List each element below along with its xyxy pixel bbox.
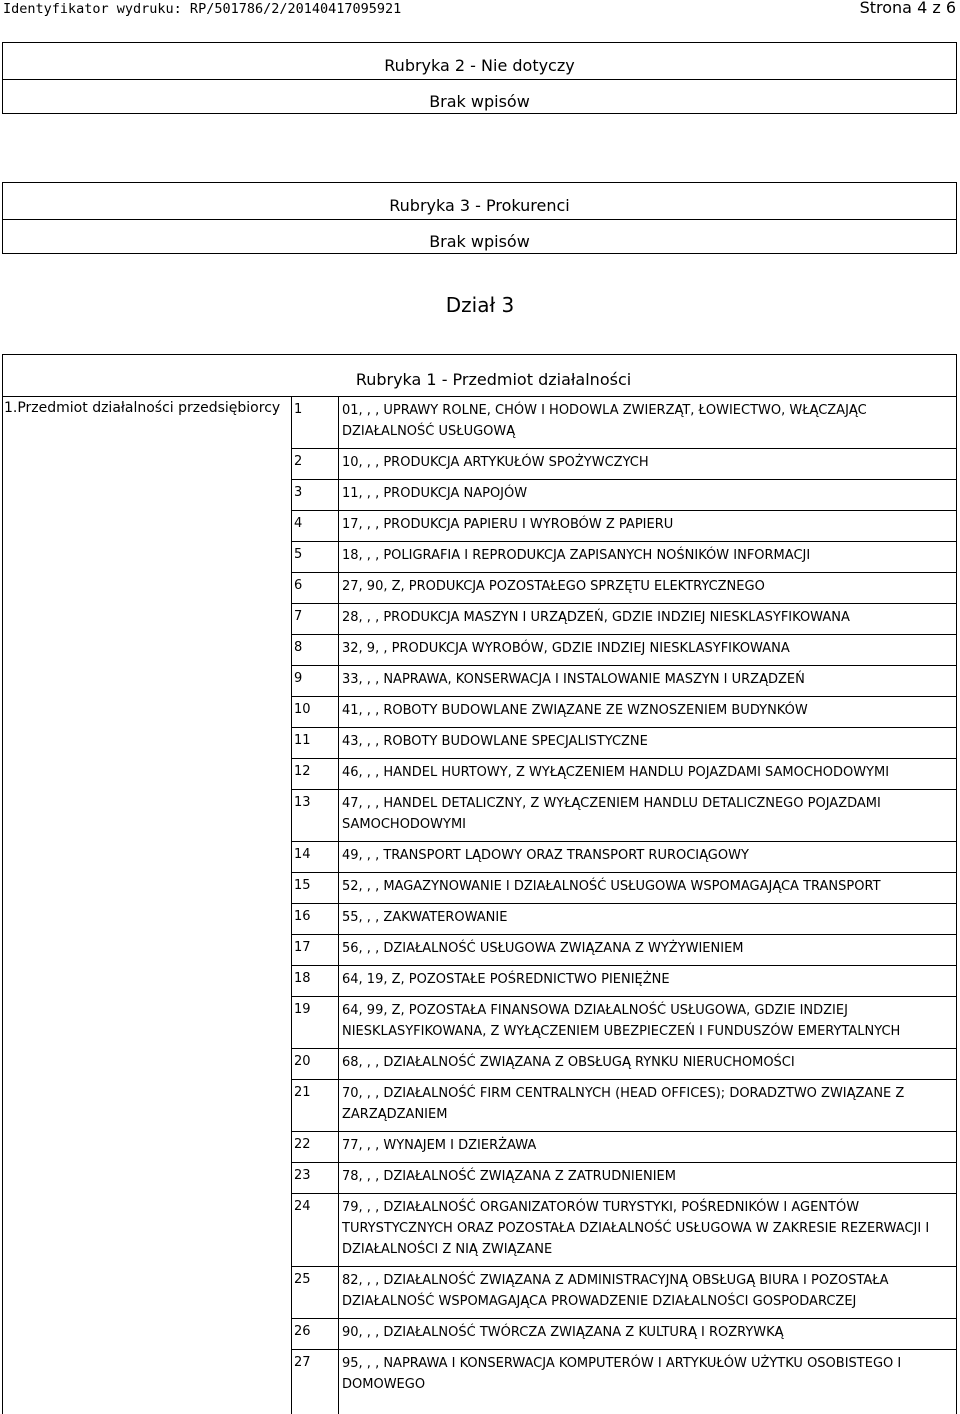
item-text: 33, , , NAPRAWA, KONSERWACJA I INSTALOWANIE MASZYN I URZĄDZEŃ (342, 672, 805, 687)
list-item (291, 603, 956, 634)
list-item (291, 903, 956, 934)
row-divider (291, 1349, 956, 1350)
list-item (291, 448, 956, 479)
row-divider (291, 479, 956, 480)
item-number: 10 (294, 702, 311, 717)
item-text: 32, 9, , PRODUKCJA WYROBÓW, GDZIE INDZIEJ NIESKLASYFIKOWANA (342, 641, 790, 656)
item-text: 79, , , DZIAŁALNOŚĆ ORGANIZATORÓW TURYSTYKI, POŚREDNIKÓW I AGENTÓW TURYSTYCZNYCH ORAZ POZOSTAŁA DZIAŁALNOŚĆ USŁUGOWA W ZAKRESIE REZERWACJI I DZIAŁALNOŚCI Z NIĄ ZWIĄZANE (342, 1200, 930, 1257)
item-number: 7 (294, 609, 303, 624)
list-item (291, 965, 956, 996)
list-item (291, 934, 956, 965)
item-number: 12 (294, 764, 311, 779)
row-divider (291, 872, 956, 873)
list-item (291, 1193, 956, 1266)
item-text: 90, , , DZIAŁALNOŚĆ TWÓRCZA ZWIĄZANA Z KULTURĄ I ROZRYWKĄ (342, 1325, 784, 1340)
item-number: 15 (294, 878, 311, 893)
row-divider (291, 841, 956, 842)
page-number: Strona 4 z 6 (859, 0, 956, 17)
item-number: 24 (294, 1199, 311, 1214)
item-text: 77, , , WYNAJEM I DZIERŻAWA (342, 1138, 537, 1153)
rubryka-3-value: Brak wpisów (429, 232, 530, 251)
divider (3, 79, 956, 80)
row-divider (291, 727, 956, 728)
rubryka-3-title: Rubryka 3 - Prokurenci (389, 196, 570, 215)
list-item (291, 541, 956, 572)
list-item (291, 841, 956, 872)
row-divider (291, 1266, 956, 1267)
rubryka-2-box (2, 42, 957, 114)
activity-list (291, 396, 956, 1414)
item-text: 82, , , DZIAŁALNOŚĆ ZWIĄZANA Z ADMINISTRACYJNĄ OBSŁUGĄ BIURA I POZOSTAŁA DZIAŁALNOŚĆ WSPOMAGAJĄCA PROWADZENIE DZIAŁALNOŚCI GOSPODARCZEJ (342, 1273, 889, 1309)
list-item (291, 634, 956, 665)
item-number: 8 (294, 640, 303, 655)
item-number: 17 (294, 940, 311, 955)
item-number: 2 (294, 454, 303, 469)
row-divider (291, 1079, 956, 1080)
row-divider (291, 572, 956, 573)
row-divider (291, 448, 956, 449)
row-divider (291, 1193, 956, 1194)
item-number: 27 (294, 1355, 311, 1370)
row-divider (291, 1131, 956, 1132)
row-divider (291, 603, 956, 604)
row-divider (291, 996, 956, 997)
rubryka-1-box (2, 354, 957, 1414)
item-number: 16 (294, 909, 311, 924)
rubryka-3-box (2, 182, 957, 254)
item-number: 5 (294, 547, 303, 562)
list-item (291, 727, 956, 758)
list-item (291, 1048, 956, 1079)
list-item (291, 1079, 956, 1131)
item-text: 55, , , ZAKWATEROWANIE (342, 910, 508, 925)
item-text: 41, , , ROBOTY BUDOWLANE ZWIĄZANE ZE WZNOSZENIEM BUDYNKÓW (342, 703, 808, 718)
list-item (291, 872, 956, 903)
list-item (291, 789, 956, 841)
item-number: 3 (294, 485, 303, 500)
print-identifier: Identyfikator wydruku: RP/501786/2/20140417095921 (3, 1, 402, 17)
list-item (291, 510, 956, 541)
column-divider (338, 396, 339, 1414)
item-number: 25 (294, 1272, 311, 1287)
item-number: 6 (294, 578, 303, 593)
item-text: 47, , , HANDEL DETALICZNY, Z WYŁĄCZENIEM HANDLU DETALICZNEGO POJAZDAMI SAMOCHODOWYMI (342, 796, 881, 832)
rubryka-1-title-wrap (3, 370, 956, 390)
item-number: 9 (294, 671, 303, 686)
row-divider (291, 665, 956, 666)
row-divider (291, 1162, 956, 1163)
item-text: 64, 19, Z, POZOSTAŁE POŚREDNICTWO PIENIĘŻNE (342, 972, 670, 987)
row-divider (291, 634, 956, 635)
item-number: 23 (294, 1168, 311, 1183)
section-heading: Dział 3 (445, 293, 515, 317)
item-text: 95, , , NAPRAWA I KONSERWACJA KOMPUTERÓW I ARTYKUŁÓW UŻYTKU OSOBISTEGO I DOMOWEGO (342, 1356, 902, 1392)
row-divider (291, 903, 956, 904)
row-divider (291, 965, 956, 966)
item-number: 14 (294, 847, 311, 862)
item-number: 21 (294, 1085, 311, 1100)
row-divider (291, 758, 956, 759)
item-text: 11, , , PRODUKCJA NAPOJÓW (342, 486, 528, 501)
list-item (291, 1318, 956, 1349)
item-text: 17, , , PRODUKCJA PAPIERU I WYROBÓW Z PAPIERU (342, 517, 674, 532)
item-number: 19 (294, 1002, 311, 1017)
item-number: 22 (294, 1137, 311, 1152)
item-number: 26 (294, 1324, 311, 1339)
item-text: 49, , , TRANSPORT LĄDOWY ORAZ TRANSPORT RUROCIĄGOWY (342, 848, 749, 863)
row-divider (291, 1048, 956, 1049)
item-text: 01, , , UPRAWY ROLNE, CHÓW I HODOWLA ZWIERZĄT, ŁOWIECTWO, WŁĄCZAJĄC DZIAŁALNOŚĆ USŁUGOWĄ (342, 403, 867, 439)
list-item (291, 758, 956, 789)
row-divider (291, 541, 956, 542)
list-item (291, 996, 956, 1048)
item-number: 1 (294, 402, 303, 417)
rubryka-2-value: Brak wpisów (429, 92, 530, 111)
item-text: 78, , , DZIAŁALNOŚĆ ZWIĄZANA Z ZATRUDNIENIEM (342, 1169, 676, 1184)
item-number: 13 (294, 795, 311, 810)
list-item (291, 665, 956, 696)
item-number: 20 (294, 1054, 311, 1069)
field-label: 1.Przedmiot działalności przedsiębiorcy (4, 400, 281, 416)
item-text: 28, , , PRODUKCJA MASZYN I URZĄDZEŃ, GDZIE INDZIEJ NIESKLASYFIKOWANA (342, 610, 850, 625)
item-text: 18, , , POLIGRAFIA I REPRODUKCJA ZAPISANYCH NOŚNIKÓW INFORMACJI (342, 548, 811, 563)
divider (3, 219, 956, 220)
list-item (291, 1131, 956, 1162)
list-item (291, 696, 956, 727)
item-text: 70, , , DZIAŁALNOŚĆ FIRM CENTRALNYCH (HEAD OFFICES); DORADZTWO ZWIĄZANE Z ZARZĄDZANIEM (342, 1086, 905, 1122)
item-number: 11 (294, 733, 311, 748)
list-item (291, 572, 956, 603)
item-text: 68, , , DZIAŁALNOŚĆ ZWIĄZANA Z OBSŁUGĄ RYNKU NIERUCHOMOŚCI (342, 1055, 795, 1070)
item-text: 27, 90, Z, PRODUKCJA POZOSTAŁEGO SPRZĘTU ELEKTRYCZNEGO (342, 579, 765, 594)
item-text: 43, , , ROBOTY BUDOWLANE SPECJALISTYCZNE (342, 734, 648, 749)
list-item (291, 1266, 956, 1318)
row-divider (291, 934, 956, 935)
list-item (291, 1349, 956, 1401)
row-divider (291, 1318, 956, 1319)
row-divider (291, 789, 956, 790)
row-divider (291, 696, 956, 697)
list-item (291, 396, 956, 448)
item-number: 18 (294, 971, 311, 986)
list-item (291, 479, 956, 510)
item-text: 46, , , HANDEL HURTOWY, Z WYŁĄCZENIEM HANDLU POJAZDAMI SAMOCHODOWYMI (342, 765, 890, 780)
rubryka-2-title: Rubryka 2 - Nie dotyczy (384, 56, 575, 75)
label-column (3, 396, 292, 1414)
item-number: 4 (294, 516, 303, 531)
list-item (291, 1162, 956, 1193)
item-text: 52, , , MAGAZYNOWANIE I DZIAŁALNOŚĆ USŁUGOWA WSPOMAGAJĄCA TRANSPORT (342, 879, 881, 894)
item-text: 56, , , DZIAŁALNOŚĆ USŁUGOWA ZWIĄZANA Z WYŻYWIENIEM (342, 941, 744, 956)
item-text: 10, , , PRODUKCJA ARTYKUŁÓW SPOŻYWCZYCH (342, 455, 649, 470)
row-divider (291, 510, 956, 511)
item-text: 64, 99, Z, POZOSTAŁA FINANSOWA DZIAŁALNOŚĆ USŁUGOWA, GDZIE INDZIEJ NIESKLASYFIKOWANA, Z WYŁĄCZENIEM UBEZPIECZEŃ I FUNDUSZÓW EMERYTALNYCH (342, 1003, 901, 1039)
rubryka-1-title: Rubryka 1 - Przedmiot działalności (355, 370, 632, 389)
